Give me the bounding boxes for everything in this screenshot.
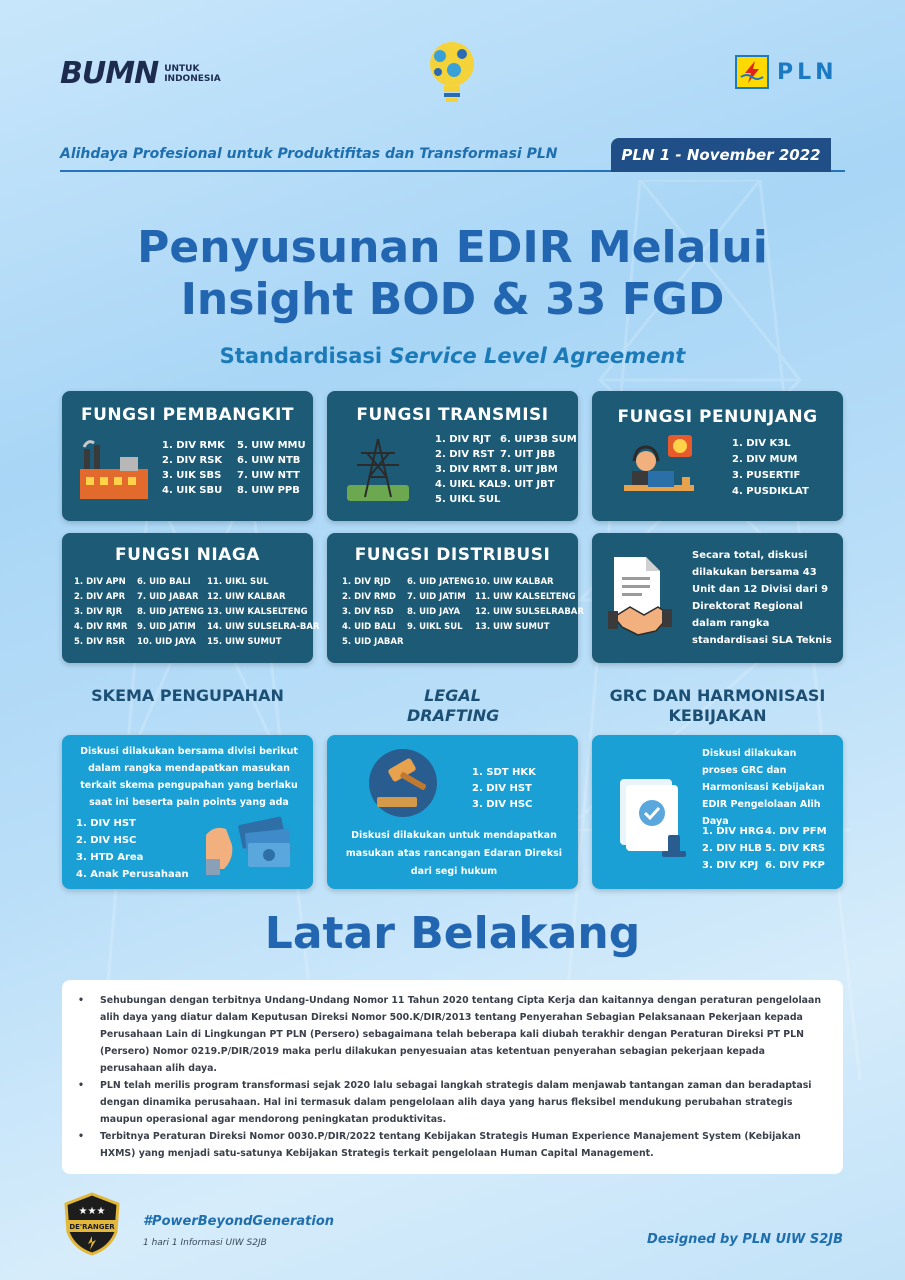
list-item: 3. DIV RSD (342, 607, 394, 617)
section-title-grc: GRC DAN HARMONISASI KEBIJAKAN (609, 686, 826, 725)
bumn-logo-subtext: UNTUK INDONESIA (164, 63, 221, 84)
list-item: 9. UIKL SUL (407, 622, 463, 632)
latar-belakang-box (62, 980, 843, 1174)
list-item: 2. DIV MUM (732, 454, 798, 465)
list-item: 6. UID BALI (137, 577, 191, 587)
card-grc-harmonisasi (592, 735, 843, 889)
list-item: 7. UIT JBB (500, 449, 556, 460)
card-fungsi-distribusi (327, 533, 584, 663)
card-title: FUNGSI PENUNJANG (617, 407, 818, 427)
designed-by: Designed by PLN UIW S2JB (647, 1232, 843, 1247)
list-item: 10. UIW KALBAR (475, 577, 554, 587)
badge-text: DE'RANGER (69, 1223, 115, 1231)
card-legal-drafting (327, 735, 578, 889)
section-title-latar-belakang: Latar Belakang (264, 908, 641, 959)
niaga-col-2 (137, 575, 204, 650)
list-item: 3. UIK SBS (162, 470, 222, 481)
money-hand-icon (200, 815, 294, 877)
list-item: 3. PUSERTIF (732, 470, 801, 481)
edition-badge: PLN 1 - November 2022 (611, 138, 831, 172)
pln-logo-text: PLN (777, 59, 838, 85)
list-item: 6. UIP3B SUM (500, 434, 577, 445)
grc-desc: Diskusi dilakukan proses GRC dan Harmonisasi Kebijakan EDIR Pengelolaan Alih Daya (702, 748, 825, 827)
grc-col-2 (765, 823, 827, 874)
tagline-bar (60, 138, 845, 172)
list-item: 1. DIV HST (76, 818, 136, 829)
list-item: 4. DIV PFM (765, 826, 827, 837)
list-item: • PLN telah merilis program transformasi sejak 2020 lalu sebagai langkah strategis dalam menjawab tantangan zaman dan beradaptasi dengan dinamika perusahaan. Hal ini termasuk dalam pengelolaan alih daya yang harus fleksibel mendukung perubahan strategis maupun operasional agar mendorong peningkatan produktivitas. (78, 1077, 828, 1128)
card-fungsi-transmisi (327, 391, 578, 521)
list-item: 8. UIT JBM (500, 464, 558, 475)
list-item: 4. UIK SBU (162, 485, 223, 496)
list-item: 3. DIV HSC (472, 799, 533, 810)
list-item: 9. UIT JBT (500, 479, 555, 490)
list-item: 2. DIV HLB (702, 843, 762, 854)
penunjang-col-1 (732, 436, 809, 500)
list-item: 5. DIV RSR (74, 637, 126, 647)
list-item: 6. UID JATENG (407, 577, 474, 587)
list-item: 8. UIW PPB (237, 485, 300, 496)
pembangkit-col-2 (237, 438, 306, 498)
list-item: 9. UID JATIM (137, 622, 196, 632)
bumn-logo (60, 56, 224, 91)
section-title-skema: SKEMA PENGUPAHAN (91, 686, 284, 705)
card-skema-pengupahan (62, 735, 313, 889)
latar-belakang-list (78, 992, 828, 1162)
list-item: 7. UID JATIM (407, 592, 466, 602)
list-item: 4. DIV RMR (74, 622, 128, 632)
niaga-col-3 (207, 575, 319, 650)
legal-list (472, 765, 536, 813)
card-title: FUNGSI NIAGA (115, 545, 260, 565)
svg-text:★★★: ★★★ (78, 1206, 106, 1217)
skema-list (76, 815, 189, 883)
list-item: 6. UIW NTB (237, 455, 301, 466)
list-item: 4. PUSDIKLAT (732, 486, 809, 497)
list-item: 3. DIV KPJ (702, 860, 759, 871)
legal-desc: Diskusi dilakukan untuk mendapatkan masukan atas rancangan Edaran Direksi dari segi hukum (345, 830, 563, 877)
list-item: 4. UID BALI (342, 622, 396, 632)
list-item: 1. DIV RMK (162, 440, 225, 451)
list-item: 1. DIV RJD (342, 577, 391, 587)
list-item: 8. UID JATENG (137, 607, 204, 617)
pln-logo (735, 55, 838, 89)
list-item: 11. UIW KALSELTENG (475, 592, 576, 602)
list-item: 13. UIW KALSELTENG (207, 607, 308, 617)
list-item: 2. DIV APR (74, 592, 126, 602)
list-item: • Terbitnya Peraturan Direksi Nomor 0030.P/DIR/2022 tentang Kebijakan Strategis Human Experience Manajement System (Kebijakan HXMS) yang menjadi satu-satunya Kebijakan Strategis terkait pengelolaan Human Capital Management. (78, 1128, 828, 1162)
card-title: FUNGSI DISTRIBUSI (354, 545, 551, 565)
list-item: 5. UID JABAR (342, 637, 404, 647)
de-ranger-badge-icon (60, 1192, 124, 1256)
tagline: Alihdaya Profesional untuk Produktifitas dan Transformasi PLN (60, 146, 558, 162)
info-text: 1 hari 1 Informasi UIW S2JB (143, 1238, 267, 1248)
bumn-logo-text: BUMN (60, 56, 159, 91)
page-title (0, 222, 905, 326)
hashtag: #PowerBeyondGeneration (143, 1214, 335, 1229)
list-item: 1. DIV HRG (702, 826, 764, 837)
pembangkit-col-1 (162, 438, 225, 498)
title-line-1: Penyusunan EDIR Melalui (137, 222, 768, 273)
distribusi-col-2 (407, 575, 474, 635)
approved-document-icon (610, 775, 690, 859)
list-item: 5. UIKL SUL (435, 494, 501, 505)
card-title: FUNGSI PEMBANGKIT (81, 405, 294, 425)
list-item: 1. DIV APN (74, 577, 126, 587)
subtitle-italic: Service Level Agreement (389, 344, 686, 368)
list-item: 5. UIW MMU (237, 440, 306, 451)
section-title-legal: LEGAL DRAFTING (407, 686, 500, 725)
gavel-icon (367, 747, 439, 819)
list-item: 10. UID JAYA (137, 637, 196, 647)
distribusi-col-1 (342, 575, 404, 650)
list-item: 2. DIV RSK (162, 455, 223, 466)
list-item: 15. UIW SUMUT (207, 637, 282, 647)
list-item: 3. DIV RMT (435, 464, 497, 475)
list-item: 2. DIV RMD (342, 592, 396, 602)
list-item: 11. UIKL SUL (207, 577, 269, 587)
card-fungsi-pembangkit (62, 391, 313, 521)
list-item: 2. DIV RST (435, 449, 495, 460)
list-item: 4. UIKL KAL (435, 479, 501, 490)
summary-text: Secara total, diskusi dilakukan bersama 43 Unit dan 12 Divisi dari 9 Direktorat Regional dalam rangka standardisasi SLA Teknis (692, 550, 832, 646)
transmisi-col-1 (435, 432, 501, 507)
list-item: 1. SDT HKK (472, 767, 536, 778)
list-item: 3. HTD Area (76, 852, 144, 863)
card-summary (592, 533, 843, 663)
list-item: 2. DIV HSC (76, 835, 137, 846)
subtitle (0, 344, 905, 368)
list-item: 12. UIW SULSELRABAR (475, 607, 584, 617)
list-item: • Sehubungan dengan terbitnya Undang-Undang Nomor 11 Tahun 2020 tentang Cipta Kerja dan kaitannya dengan peraturan pengelolaan alih daya yang diatur dalam Keputusan Direksi Nomor 500.K/DIR/2013 tentang Penyerahan Sebagian Pelaksanaan Pekerjaan kepada Perusahaan Lain di Lingkungan PT PLN (Persero) sebagaimana telah beberapa kali diubah terakhir dengan Peraturan Direksi PT PLN (Persero) Nomor 0219.P/DIR/2019 maka perlu dilakukan penyesuaian atas ketentuan penyerahan sebagian pekerjaan kepada perusahaan alih daya. (78, 992, 828, 1077)
customer-service-icon (624, 433, 704, 501)
list-item: 13. UIW SUMUT (475, 622, 550, 632)
transmission-tower-icon (347, 437, 409, 503)
card-fungsi-niaga (62, 533, 320, 663)
grc-col-1 (702, 823, 764, 874)
pln-lightning-icon (735, 55, 769, 89)
list-item: 7. UID JABAR (137, 592, 199, 602)
skema-desc: Diskusi dilakukan bersama divisi berikut dalam rangka mendapatkan masukan terkait skema pengupahan yang berlaku saat ini beserta pain points yang ada (80, 746, 298, 808)
transmisi-col-2 (500, 432, 577, 492)
document-handshake-icon (608, 555, 672, 639)
list-item: 5. DIV KRS (765, 843, 826, 854)
factory-icon (80, 439, 148, 501)
subtitle-plain: Standardisasi (219, 344, 390, 368)
list-item: 12. UIW KALBAR (207, 592, 286, 602)
list-item: 4. Anak Perusahaan (76, 869, 189, 880)
list-item: 2. DIV HST (472, 783, 532, 794)
list-item: 1. DIV RJT (435, 434, 491, 445)
list-item: 3. DIV RJR (74, 607, 123, 617)
list-item: 8. UID JAYA (407, 607, 461, 617)
list-item: 7. UIW NTT (237, 470, 300, 481)
card-fungsi-penunjang (592, 391, 843, 521)
list-item: 14. UIW SULSELRA-BAR (207, 622, 320, 632)
list-item: 1. DIV K3L (732, 438, 791, 449)
distribusi-col-3 (475, 575, 584, 635)
list-item: 6. DIV PKP (765, 860, 825, 871)
card-title: FUNGSI TRANSMISI (356, 405, 549, 425)
lightbulb-icon (424, 40, 480, 104)
niaga-col-1 (74, 575, 127, 650)
title-line-2: Insight BOD & 33 FGD (180, 274, 725, 325)
